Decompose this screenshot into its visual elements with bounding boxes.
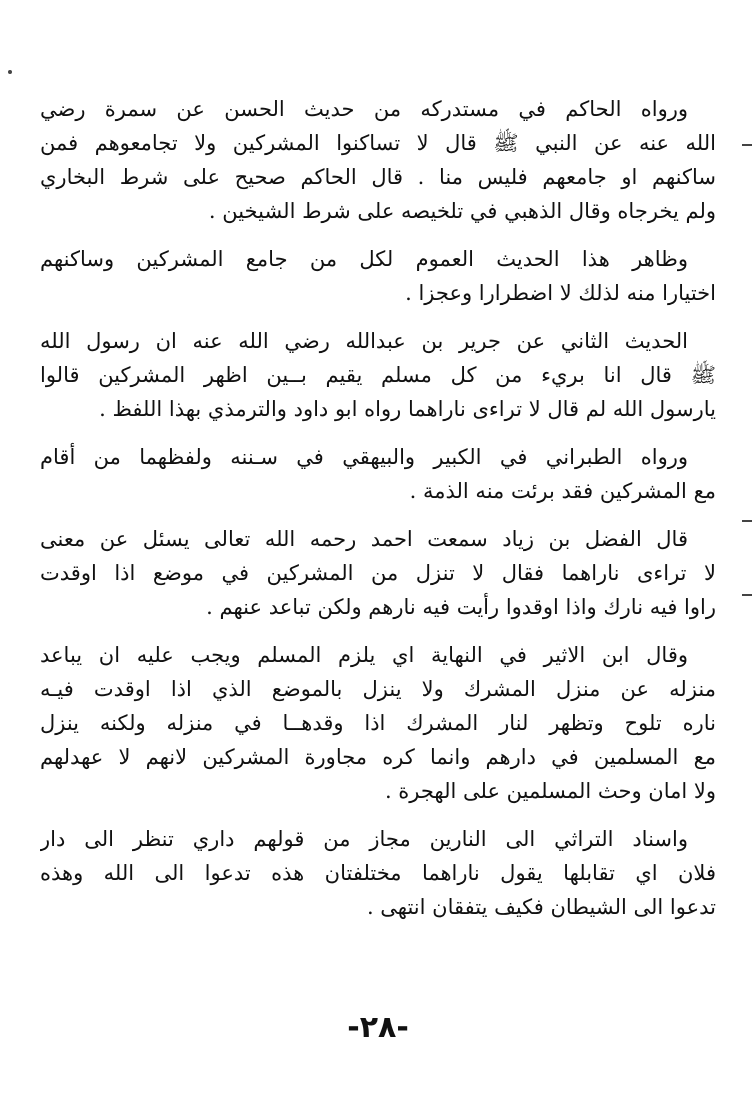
text-line: وقال ابن الاثير في النهاية اي يلزم المسلم ويجب عليه ان يباعد [40,643,689,667]
text-line: راوا فيه نارك واذا اوقدوا رأيت فيه نارهم ولكن تباعد عنهم . [206,595,716,619]
text-line: ورواه الطبراني في الكبير والبيهقي في سـننه ولفظهما من أقام [40,445,688,469]
text-line: لا تراءى ناراهما فقال لا تنزل من المشركين في موضع اذا اوقدت [40,561,716,585]
page-body [40,92,716,938]
text-line: منزله عن منزل المشرك ولا ينزل بالموضع الذي اذا اوقدت فيـه [40,677,716,701]
text-line: ورواه الحاكم في مستدركه من حديث الحسن عن سمرة رضي [40,97,688,121]
paragraph [40,242,716,310]
text-line: ناره تلوح وتظهر لنار المشرك اذا وقدهــا في منزله ولكنه ينزل [40,711,716,735]
margin-dot [8,70,12,74]
text-line: فلان اي تقابلها يقول ناراهما مختلفتان هذه تدعوا الى الله وهذه [40,861,716,885]
margin-dash [742,144,752,146]
text-line: ﷺ قال انا بريء من كل مسلم يقيم بــين اظهر المشركين قالوا [40,363,716,387]
page-number: -٢٨- [347,1010,409,1045]
text-line: الحديث الثاني عن جرير بن عبدالله رضي الله عنه ان رسول الله [40,329,688,353]
paragraph [40,822,716,924]
text-line: مع المشركين فقد برئت منه الذمة . [409,479,716,503]
margin-dash [742,520,752,522]
paragraph [40,522,716,624]
text-line: مع المسلمين في دارهم وانما كره مجاورة المشركين لانهم لا عهدلهم [40,745,716,769]
paragraph [40,92,716,228]
text-line: يارسول الله لم قال لا تراءى ناراهما رواه ابو داود والترمذي بهذا اللفظ . [99,397,716,421]
text-line: قال الفضل بن زياد سمعت احمد رحمه الله تعالى يسئل عن معنى [40,527,688,551]
paragraph [40,638,716,808]
paragraph [40,324,716,426]
paragraph [40,440,716,508]
margin-dash [742,594,752,596]
text-line: اختيارا منه لذلك لا اضطرارا وعجزا . [405,281,716,305]
text-line: وظاهر هذا الحديث العموم لكل من جامع المشركين وساكنهم [40,247,688,271]
text-line: تدعوا الى الشيطان فكيف يتفقان انتهى . [366,895,716,919]
text-line: الله عنه عن النبي ﷺ قال لا تساكنوا المشركين ولا تجامعوهم فمن [40,131,716,155]
text-line: ولم يخرجاه وقال الذهبي في تلخيصه على شرط الشيخين . [208,199,716,223]
text-line: ساكنهم او جامعهم فليس منا . قال الحاكم صحيح على شرط البخاري [40,165,716,189]
text-line: ولا امان وحث المسلمين على الهجرة . [384,779,716,803]
text-line: واسناد التراثي الى النارين مجاز من قولهم داري تنظر الى دار [40,827,688,851]
